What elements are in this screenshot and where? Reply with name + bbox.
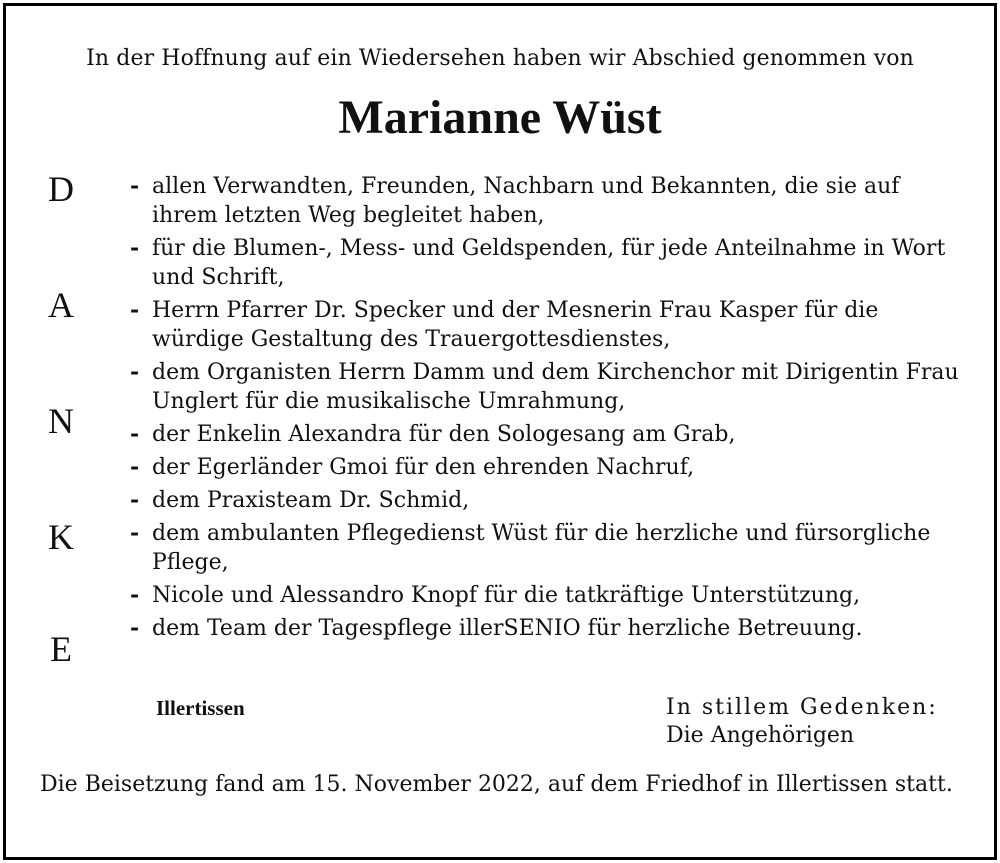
list-item: - Herrn Pfarrer Dr. Specker und der Mesnerin Frau Kasper für die würdige Gestaltung des Trauergottesdienstes, [126, 296, 966, 354]
list-item: - allen Verwandten, Freunden, Nachbarn und Bekannten, die sie auf ihrem letzten Weg begleitet haben, [126, 172, 966, 230]
signature-line-1: In stillem Gedenken: [666, 695, 938, 720]
list-item: - dem ambulanten Pflegedienst Wüst für die herzliche und fürsorgliche Pflege, [126, 519, 966, 577]
signature-block [666, 694, 938, 750]
intro-text: In der Hoffnung auf ein Wiedersehen haben wir Abschied genommen von [86, 46, 914, 71]
obituary-card [3, 3, 997, 860]
list-item: - Nicole und Alessandro Knopf für die tatkräftige Unterstützung, [126, 581, 966, 610]
place-name: Illertissen [156, 696, 245, 720]
list-item: - dem Organisten Herrn Damm und dem Kirchenchor mit Dirigentin Frau Unglert für die musikalische Umrahmung, [126, 358, 966, 416]
burial-notice: Die Beisetzung fand am 15. November 2022, auf dem Friedhof in Illertissen statt. [40, 772, 953, 797]
signature-line-2: Die Angehörigen [666, 723, 855, 748]
list-item: - für die Blumen-, Mess- und Geldspenden, für jede Anteilnahme in Wort und Schrift, [126, 234, 966, 292]
danke-letter: N [48, 401, 74, 441]
danke-letter: A [48, 285, 74, 325]
danke-letter: K [48, 517, 74, 557]
danke-letter: E [50, 629, 72, 669]
thanks-list [126, 172, 966, 647]
list-item: - dem Team der Tagespflege illerSENIO für herzliche Betreuung. [126, 614, 966, 643]
list-item: - der Egerländer Gmoi für den ehrenden Nachruf, [126, 453, 966, 482]
deceased-name: Marianne Wüst [338, 91, 662, 144]
list-item: - der Enkelin Alexandra für den Sologesang am Grab, [126, 420, 966, 449]
danke-letter: D [48, 169, 74, 209]
list-item: - dem Praxisteam Dr. Schmid, [126, 486, 966, 515]
